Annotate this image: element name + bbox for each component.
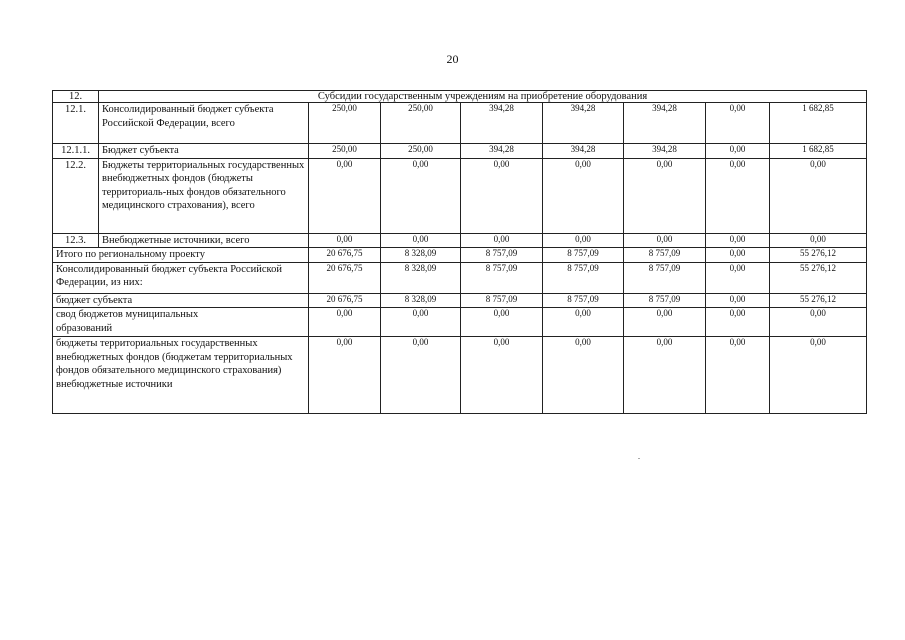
value-cell: 0,00 — [706, 233, 770, 248]
summary-row — [53, 337, 867, 414]
value-cell: 0,00 — [706, 144, 770, 159]
value-cell: 0,00 — [543, 337, 624, 414]
value-cell: 0,00 — [461, 308, 543, 337]
value-cell: 8 757,09 — [461, 248, 543, 263]
scan-speck — [638, 458, 640, 459]
value-cell: 250,00 — [309, 144, 381, 159]
section-header-row — [53, 91, 867, 103]
value-cell: 20 676,75 — [309, 262, 381, 293]
row-name: Внебюджетные источники, всего — [99, 233, 309, 248]
value-cell: 8 757,09 — [461, 293, 543, 308]
value-cell: 0,00 — [381, 233, 461, 248]
value-cell: 0,00 — [381, 308, 461, 337]
value-cell: 0,00 — [543, 158, 624, 233]
value-cell: 1 682,85 — [770, 103, 867, 144]
value-cell: 0,00 — [309, 308, 381, 337]
value-cell: 20 676,75 — [309, 293, 381, 308]
value-cell: 250,00 — [309, 103, 381, 144]
value-cell: 0,00 — [706, 308, 770, 337]
value-cell: 8 328,09 — [381, 248, 461, 263]
value-cell: 0,00 — [309, 337, 381, 414]
value-cell: 0,00 — [770, 233, 867, 248]
summary-row — [53, 308, 867, 337]
value-cell: 0,00 — [624, 233, 706, 248]
summary-row — [53, 293, 867, 308]
row-code: 12.2. — [53, 158, 99, 233]
row-name: Консолидированный бюджет субъекта Российской Федерации, всего — [99, 103, 309, 144]
value-cell: 0,00 — [770, 337, 867, 414]
summary-name: Консолидированный бюджет субъекта Российской Федерации, из них: — [53, 262, 309, 293]
value-cell: 0,00 — [461, 233, 543, 248]
value-cell: 250,00 — [381, 103, 461, 144]
table-row — [53, 144, 867, 159]
budget-table — [52, 90, 867, 414]
value-cell: 394,28 — [624, 103, 706, 144]
value-cell: 1 682,85 — [770, 144, 867, 159]
value-cell: 0,00 — [706, 103, 770, 144]
row-name: Бюджет субъекта — [99, 144, 309, 159]
value-cell: 8 757,09 — [543, 293, 624, 308]
value-cell: 55 276,12 — [770, 293, 867, 308]
value-cell: 8 757,09 — [624, 262, 706, 293]
section-title: Субсидии государственным учреждениям на приобретение оборудования — [99, 91, 867, 103]
row-code: 12.1. — [53, 103, 99, 144]
value-cell: 0,00 — [624, 337, 706, 414]
value-cell: 55 276,12 — [770, 248, 867, 263]
section-code: 12. — [53, 91, 99, 103]
row-name: Бюджеты территориальных государственных внебюджетных фондов (бюджеты территориаль-ных фондов обязательного медицинского страхования), всего — [99, 158, 309, 233]
summary-name: бюджеты территориальных государственных внебюджетных фондов (бюджетам территориальных фондов обязательного медицинского страхования) внебюджетные источники — [53, 337, 309, 414]
value-cell: 0,00 — [706, 293, 770, 308]
value-cell: 0,00 — [706, 248, 770, 263]
value-cell: 0,00 — [543, 233, 624, 248]
value-cell: 8 757,09 — [624, 248, 706, 263]
value-cell: 8 328,09 — [381, 262, 461, 293]
value-cell: 0,00 — [770, 308, 867, 337]
value-cell: 394,28 — [543, 103, 624, 144]
value-cell: 55 276,12 — [770, 262, 867, 293]
value-cell: 0,00 — [309, 158, 381, 233]
value-cell: 394,28 — [543, 144, 624, 159]
page-number: 20 — [446, 52, 459, 66]
value-cell: 0,00 — [461, 337, 543, 414]
value-cell: 0,00 — [706, 262, 770, 293]
value-cell: 0,00 — [309, 233, 381, 248]
value-cell: 0,00 — [770, 158, 867, 233]
value-cell: 394,28 — [461, 103, 543, 144]
summary-row — [53, 248, 867, 263]
value-cell: 8 757,09 — [543, 262, 624, 293]
value-cell: 0,00 — [381, 337, 461, 414]
summary-name: Итого по региональному проекту — [53, 248, 309, 263]
value-cell: 394,28 — [624, 144, 706, 159]
value-cell: 0,00 — [624, 308, 706, 337]
row-code: 12.3. — [53, 233, 99, 248]
value-cell: 0,00 — [706, 158, 770, 233]
table-row — [53, 103, 867, 144]
value-cell: 8 757,09 — [543, 248, 624, 263]
summary-name: бюджет субъекта — [53, 293, 309, 308]
value-cell: 0,00 — [543, 308, 624, 337]
table-row — [53, 158, 867, 233]
value-cell: 0,00 — [624, 158, 706, 233]
summary-row — [53, 262, 867, 293]
row-code: 12.1.1. — [53, 144, 99, 159]
value-cell: 8 757,09 — [624, 293, 706, 308]
value-cell: 8 328,09 — [381, 293, 461, 308]
value-cell: 394,28 — [461, 144, 543, 159]
value-cell: 0,00 — [381, 158, 461, 233]
table-row — [53, 233, 867, 248]
value-cell: 0,00 — [706, 337, 770, 414]
value-cell: 8 757,09 — [461, 262, 543, 293]
value-cell: 250,00 — [381, 144, 461, 159]
summary-name: свод бюджетов муниципальных образований — [53, 308, 309, 337]
value-cell: 20 676,75 — [309, 248, 381, 263]
value-cell: 0,00 — [461, 158, 543, 233]
